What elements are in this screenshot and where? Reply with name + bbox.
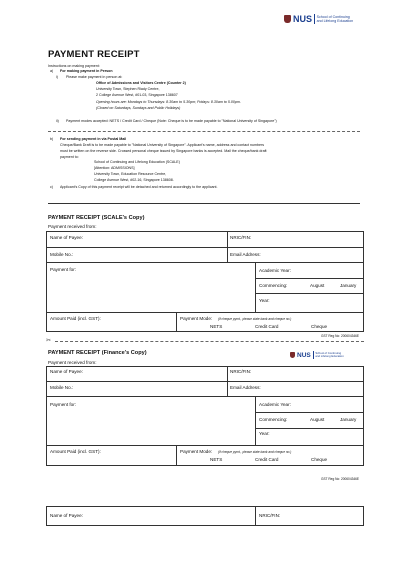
postal-text-1: Cheque/Bank Draft is to be made payable to "National University of Singapore". Applicant's name, address and contact numbers <box>60 143 265 147</box>
marker-c: c) <box>50 185 53 189</box>
finance-copy-title: PAYMENT RECEIPT (Finance's Copy) <box>48 350 147 356</box>
nus-logo-small: NUS School of Continuing and Lifelong Education <box>290 351 344 359</box>
opening-hours: Opening hours are: Mondays to Thursdays: 8.30am to 5.30pm; Fridays: 8.30am to 5.00pm. <box>96 100 241 104</box>
nus-crest-small-icon <box>290 352 295 358</box>
mobile-no-field-2[interactable]: Mobile No.: <box>50 385 74 390</box>
amount-paid-field[interactable]: Amount Paid (incl. GST): <box>50 316 101 321</box>
nets-option[interactable]: NETS <box>210 324 223 329</box>
logo-nus-text: NUS <box>293 14 313 24</box>
postal-text-3: payment to: <box>60 155 79 159</box>
section-divider <box>48 203 360 204</box>
cheque-option-2[interactable]: Cheque <box>311 457 328 462</box>
email-address-field[interactable]: Email Address: <box>230 252 261 257</box>
payment-for-field-2[interactable]: Payment for: <box>50 402 77 407</box>
commencing-label: Commencing: <box>259 283 288 288</box>
august-option[interactable]: August <box>310 283 325 288</box>
nets-option-2[interactable]: NETS <box>210 457 223 462</box>
cheque-option[interactable]: Cheque <box>311 324 328 329</box>
year-field[interactable]: Year: <box>259 298 270 303</box>
marker-a: a) <box>50 69 54 73</box>
marker-i: i) <box>56 75 58 79</box>
applicant-form-box <box>46 506 364 526</box>
in-person-text: Please make payment in person at: <box>66 75 123 79</box>
academic-year-field[interactable]: Academic Year: <box>259 268 291 273</box>
credit-card-option-2[interactable]: Credit Card <box>255 457 279 462</box>
payment-for-field[interactable]: Payment for: <box>50 267 77 272</box>
january-option[interactable]: January <box>340 283 357 288</box>
instructions-divider <box>48 131 360 132</box>
payment-mode-note: (if cheque pymt., please state bank and cheque no.) <box>218 317 292 321</box>
instructions-heading: Instructions on making payment: <box>48 64 100 68</box>
received-from-label-2: Payment received from: <box>48 360 97 365</box>
received-from-label: Payment received from: <box>48 224 97 229</box>
mobile-no-field[interactable]: Mobile No.: <box>50 252 74 257</box>
page-title: PAYMENT RECEIPT <box>48 49 140 60</box>
scissors-icon: ✂ <box>46 338 52 344</box>
name-of-payee-field[interactable]: Name of Payee: <box>50 235 83 240</box>
mail-address-3: University Town, Education Resource Centre, <box>94 172 167 176</box>
scale-copy-title: PAYMENT RECEIPT (SCALE's Copy) <box>48 215 145 221</box>
office-address-2: 2 College Avenue West, #01-03, Singapore 138607 <box>96 93 178 97</box>
payment-modes-text: Payment modes accepted: NETS / Credit Card / Cheque (Note: Cheque is to be made payable to "National University of Singapore") <box>66 119 277 123</box>
nric-fin-field-2[interactable]: NRIC/FIN: <box>230 369 252 374</box>
marker-ii: ii) <box>56 119 59 123</box>
section-a-title: For making payment in Person <box>60 69 113 73</box>
logo-subtitle: School of Continuing and Lifelong Education <box>316 14 354 23</box>
postal-text-2: must be written on the reverse side. Crossed personal cheque issued by Singapore banks is accepted. Mail the cheque/bank draft <box>60 149 267 153</box>
year-field-2[interactable]: Year: <box>259 431 270 436</box>
amount-paid-field-2[interactable]: Amount Paid (incl. GST): <box>50 449 101 454</box>
payment-mode-note-2: (if cheque pymt., please state bank and cheque no.) <box>218 450 292 454</box>
gst-reg-no: GST Reg No: 200604346E <box>321 334 360 338</box>
january-option-2[interactable]: January <box>340 417 357 422</box>
mail-address-4: College Avenue West, #02-16, Singapore 138608. <box>94 178 174 182</box>
name-of-payee-field-3[interactable]: Name of Payee: <box>50 513 83 518</box>
nus-crest-icon <box>284 15 291 23</box>
payment-mode-label: Payment Mode: <box>180 316 213 321</box>
section-b-title: For sending payment in via Postal Mail <box>60 137 127 141</box>
applicant-copy-note: Applicant's Copy of this payment receipt will be detached and returned accordingly to the applicant. <box>60 185 218 189</box>
closed-days: (Closed on Saturdays, Sundays and Public Holidays) <box>96 106 181 110</box>
nus-logo <box>284 14 353 24</box>
payment-mode-label-2: Payment Mode: <box>180 449 213 454</box>
mail-address-2: [Attention: ADMISSIONS] <box>94 166 135 170</box>
gst-reg-no-2: GST Reg No: 200604346E <box>321 477 360 481</box>
name-of-payee-field-2[interactable]: Name of Payee: <box>50 369 83 374</box>
cut-line <box>55 341 364 342</box>
email-address-field-2[interactable]: Email Address: <box>230 385 261 390</box>
mail-address-1: School of Continuing and Lifelong Education (SCALE) <box>94 160 180 164</box>
august-option-2[interactable]: August <box>310 417 325 422</box>
commencing-label-2: Commencing: <box>259 417 288 422</box>
office-name: Office of Admissions and Visitors Centre (Counter 2) <box>96 81 186 85</box>
academic-year-field-2[interactable]: Academic Year: <box>259 402 291 407</box>
nric-fin-field-3[interactable]: NRIC/FIN: <box>259 513 281 518</box>
nric-fin-field[interactable]: NRIC/FIN: <box>230 235 252 240</box>
marker-b: b) <box>50 137 54 141</box>
credit-card-option[interactable]: Credit Card <box>255 324 279 329</box>
office-address-1: University Town, Stephen Riady Centre, <box>96 87 160 91</box>
